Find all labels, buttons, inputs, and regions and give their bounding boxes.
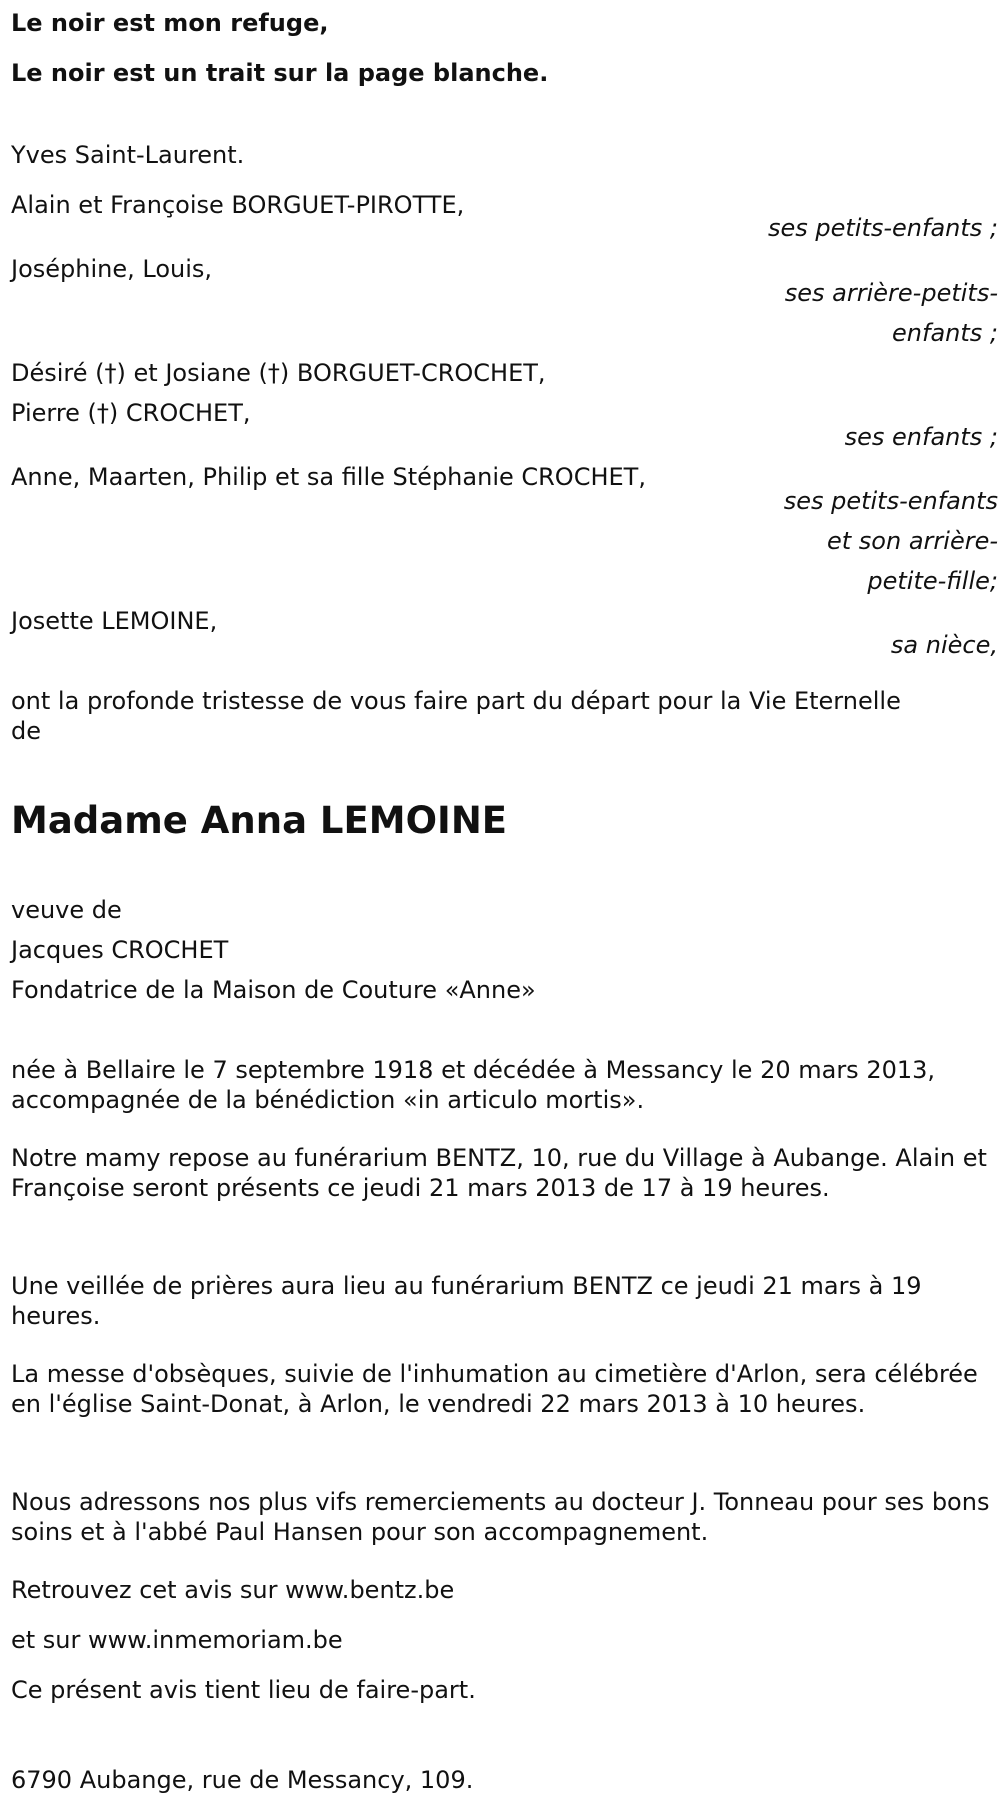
family-names: Désiré (†) et Josiane (†) BORGUET-CROCHET, (11, 359, 546, 387)
family-relation: sa nièce, (890, 631, 998, 659)
announcement-text: ont la profonde tristesse de vous faire part du départ pour la Vie Eternelle de (11, 687, 901, 745)
family-names: Josette LEMOINE, (11, 607, 218, 635)
family-relation: et son arrière- (827, 527, 998, 555)
mass-paragraph: La messe d'obsèques, suivie de l'inhumation au cimetière d'Arlon, sera célébrée en l'église Saint-Donat, à Arlon, le vendredi 22 mars 2013 à 10 heures. (11, 1360, 978, 1418)
deceased-name: Madame Anna LEMOINE (11, 799, 508, 842)
website-line-1: Retrouvez cet avis sur www.bentz.be (11, 1576, 455, 1604)
family-relation: ses enfants ; (844, 423, 998, 451)
thanks-paragraph: Nous adressons nos plus vifs remerciements au docteur J. Tonneau pour ses bons soins et à l'abbé Paul Hansen pour son accompagnement. (11, 1488, 990, 1546)
epigraph-author: Yves Saint-Laurent. (11, 141, 245, 169)
family-relation: petite-fille; (867, 567, 998, 595)
spouse-name: Jacques CROCHET (11, 936, 229, 964)
family-relation: ses petits-enfants ; (767, 214, 998, 242)
family-relation: ses petits-enfants (783, 487, 998, 515)
epigraph-line-2: Le noir est un trait sur la page blanche. (11, 59, 549, 87)
website-line-2: et sur www.inmemoriam.be (11, 1626, 343, 1654)
family-names: Joséphine, Louis, (11, 255, 213, 283)
vigil-paragraph: Une veillée de prières aura lieu au funérarium BENTZ ce jeudi 21 mars à 19 heures. (11, 1272, 922, 1330)
family-relation: ses arrière-petits- (784, 279, 998, 307)
rest-paragraph: Notre mamy repose au funérarium BENTZ, 10, rue du Village à Aubange. Alain et Françoise seront présents ce jeudi 21 mars 2013 de 17 à 19 heures. (11, 1144, 987, 1202)
family-names: Pierre (†) CROCHET, (11, 399, 251, 427)
family-names: Anne, Maarten, Philip et sa fille Stéphanie CROCHET, (11, 463, 646, 491)
epigraph-line-1: Le noir est mon refuge, (11, 9, 329, 37)
family-names: Alain et Françoise BORGUET-PIROTTE, (11, 191, 465, 219)
deceased-title: Fondatrice de la Maison de Couture «Anne» (11, 976, 536, 1004)
family-relation: enfants ; (892, 319, 998, 347)
birth-death-paragraph: née à Bellaire le 7 septembre 1918 et décédée à Messancy le 20 mars 2013, accompagnée de la bénédiction «in articulo mortis». (11, 1056, 936, 1114)
notice-line: Ce présent avis tient lieu de faire-part. (11, 1676, 476, 1704)
address: 6790 Aubange, rue de Messancy, 109. (11, 1766, 474, 1794)
widow-of-label: veuve de (11, 896, 122, 924)
